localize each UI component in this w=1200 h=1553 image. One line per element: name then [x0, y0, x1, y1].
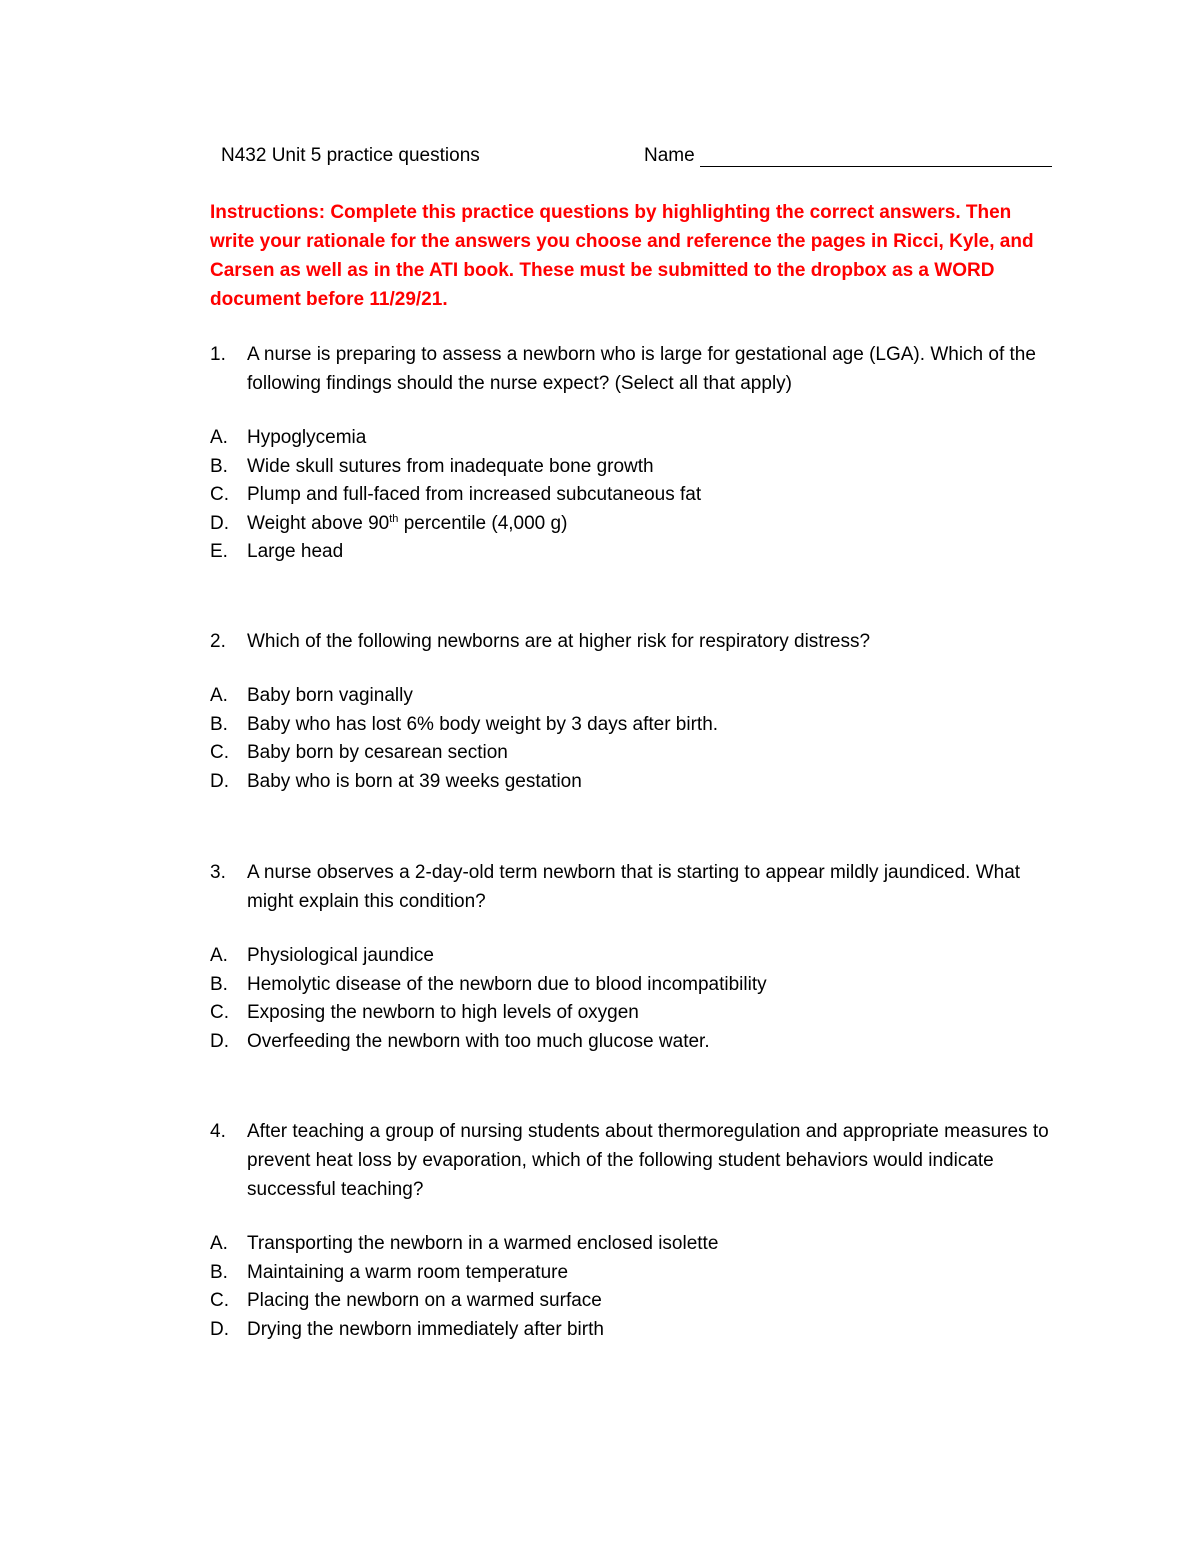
- option-item[interactable]: [210, 942, 1060, 971]
- question-number: 1.: [210, 344, 226, 365]
- option-item[interactable]: [210, 538, 1060, 567]
- option-item[interactable]: [210, 1287, 1060, 1316]
- document-title: N432 Unit 5 practice questions: [221, 145, 480, 166]
- question-3: [210, 858, 1060, 1056]
- option-text: Baby who has lost 6% body weight by 3 days after birth.: [247, 713, 719, 735]
- option-list: [210, 1230, 1060, 1344]
- question-text: After teaching a group of nursing students about thermoregulation and appropriate measures to prevent heat loss by evaporation, which of the following student behaviors would indicate successful teaching?: [247, 1121, 1049, 1200]
- option-list: [210, 942, 1060, 1056]
- name-label: Name: [644, 145, 695, 166]
- option-text: Baby born vaginally: [247, 685, 413, 706]
- question-text: A nurse is preparing to assess a newborn who is large for gestational age (LGA). Which of the following findings should the nurse expect? (Select all that apply): [247, 344, 1036, 394]
- option-list: [210, 424, 1060, 567]
- option-text: Placing the newborn on a warmed surface: [247, 1290, 602, 1311]
- option-text: Transporting the newborn in a warmed enclosed isolette: [247, 1233, 719, 1254]
- option-letter: D.: [210, 512, 229, 534]
- option-text: Drying the newborn immediately after birth: [247, 1318, 604, 1340]
- option-item[interactable]: [210, 971, 1060, 1000]
- option-item[interactable]: [210, 739, 1060, 768]
- option-item[interactable]: [210, 424, 1060, 453]
- question-4: [210, 1117, 1060, 1344]
- option-text: [247, 510, 567, 539]
- question-2: [210, 627, 1060, 796]
- option-letter: E.: [210, 541, 228, 562]
- option-item[interactable]: [210, 453, 1060, 482]
- option-letter: A.: [210, 1233, 228, 1254]
- option-letter: A.: [210, 685, 228, 706]
- option-text-before: Weight above 90: [247, 512, 390, 534]
- option-item[interactable]: [210, 682, 1060, 711]
- option-letter: D.: [210, 770, 229, 792]
- option-letter: C.: [210, 742, 229, 763]
- option-item[interactable]: [210, 1028, 1060, 1057]
- question-stem: [210, 340, 1060, 398]
- question-text: A nurse observes a 2-day-old term newborn that is starting to appear mildly jaundiced. What might explain this condition?: [247, 862, 1021, 912]
- option-item[interactable]: [210, 1316, 1060, 1345]
- option-item[interactable]: [210, 711, 1060, 740]
- option-item[interactable]: [210, 1230, 1060, 1259]
- option-letter: B.: [210, 455, 228, 477]
- option-letter: A.: [210, 945, 228, 966]
- option-item[interactable]: [210, 1259, 1060, 1288]
- option-letter: D.: [210, 1030, 229, 1052]
- option-text: Exposing the newborn to high levels of oxygen: [247, 1002, 639, 1023]
- question-stem: [210, 1117, 1060, 1204]
- option-text: Hypoglycemia: [247, 427, 367, 448]
- option-letter: C.: [210, 484, 229, 505]
- option-item[interactable]: [210, 768, 1060, 797]
- option-letter: D.: [210, 1318, 229, 1340]
- option-text-after: percentile (4,000 g): [398, 512, 568, 534]
- question-text: Which of the following newborns are at higher risk for respiratory distress?: [247, 631, 871, 652]
- question-1: [210, 340, 1060, 567]
- option-letter: A.: [210, 427, 228, 448]
- question-stem: [210, 858, 1060, 916]
- option-text: Physiological jaundice: [247, 945, 434, 966]
- option-letter: C.: [210, 1290, 229, 1311]
- option-text: Large head: [247, 541, 344, 562]
- name-blank-line: [700, 166, 1052, 167]
- option-text: Baby who is born at 39 weeks gestation: [247, 770, 582, 792]
- option-text: Baby born by cesarean section: [247, 742, 508, 763]
- option-letter: C.: [210, 1002, 229, 1023]
- option-item[interactable]: [210, 510, 1060, 539]
- instructions: Instructions: Complete this practice questions by highlighting the correct answers. Then write your rationale for the answers you choose and reference the pages in Ricci, Kyle, and Carsen as well as in the ATI book. These must be submitted to the dropbox as a WORD document before 11/29/21.: [210, 202, 1034, 310]
- option-text: Hemolytic disease of the newborn due to blood incompatibility: [247, 973, 767, 995]
- option-letter: B.: [210, 973, 228, 995]
- option-text: Plump and full-faced from increased subcutaneous fat: [247, 484, 702, 505]
- option-text: Overfeeding the newborn with too much glucose water.: [247, 1030, 710, 1052]
- option-list: [210, 682, 1060, 796]
- question-number: 4.: [210, 1121, 226, 1142]
- option-text: Wide skull sutures from inadequate bone growth: [247, 455, 654, 477]
- option-letter: B.: [210, 1261, 228, 1283]
- question-stem: [210, 627, 1060, 656]
- option-letter: B.: [210, 713, 228, 735]
- ordinal-superscript: th: [389, 512, 399, 525]
- question-number: 2.: [210, 631, 226, 652]
- option-text: Maintaining a warm room temperature: [247, 1261, 569, 1283]
- option-item[interactable]: [210, 481, 1060, 510]
- question-number: 3.: [210, 862, 226, 883]
- option-item[interactable]: [210, 999, 1060, 1028]
